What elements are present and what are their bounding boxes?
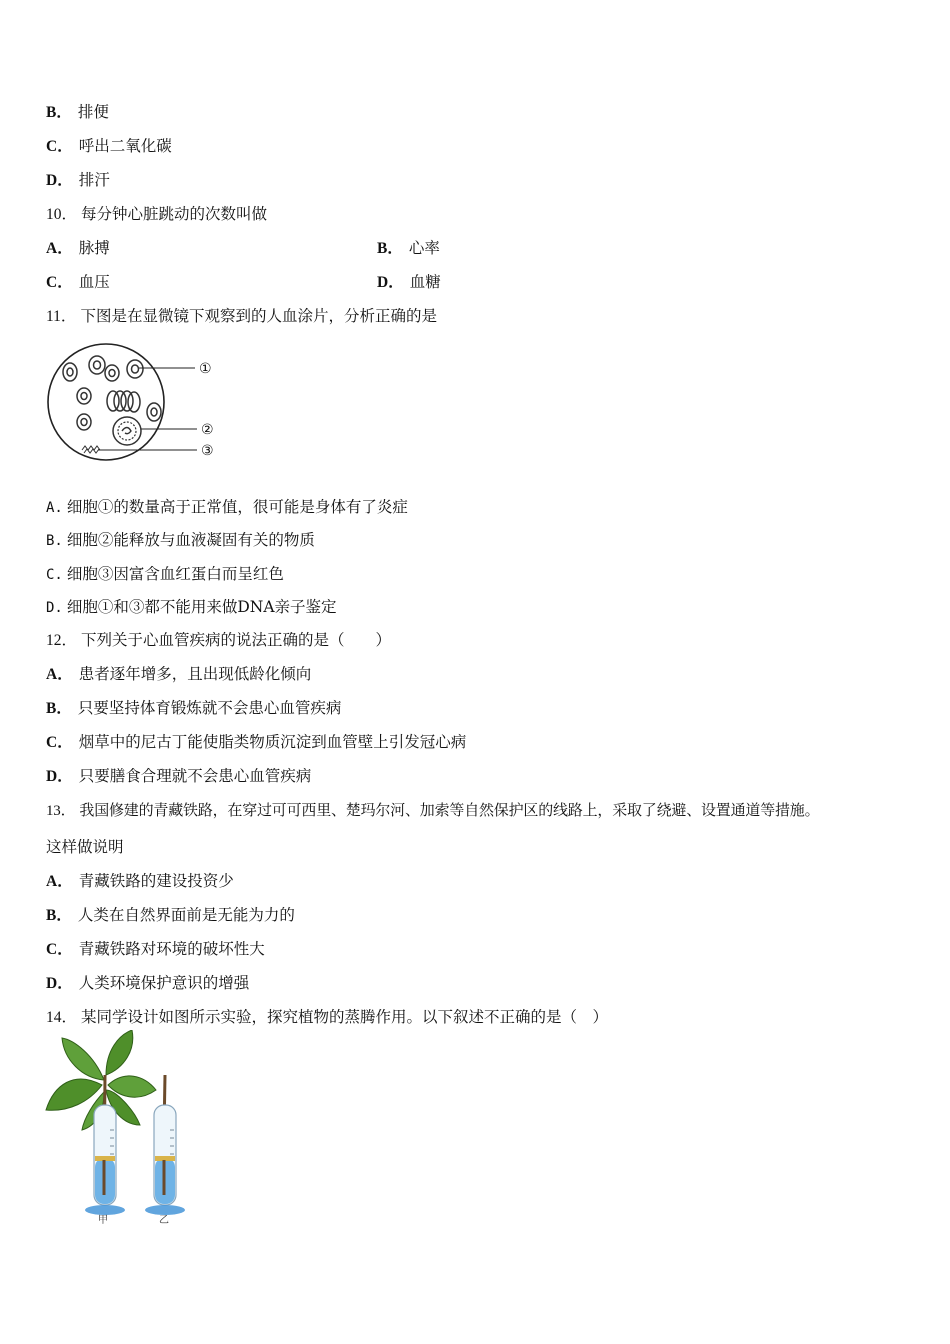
q12-option-d: D． 只要膳食合理就不会患心血管疾病 <box>46 767 312 785</box>
tube-jia <box>46 1030 156 1215</box>
q9-option-b: B． 排便 <box>46 103 109 121</box>
q12-stem: 12． 下列关于心血管疾病的说法正确的是（ ） <box>46 631 392 649</box>
figure-label-yi: 乙 <box>159 1215 169 1225</box>
q10-stem: 10． 每分钟心脏跳动的次数叫做 <box>46 205 268 223</box>
q13-option-c: C． 青藏铁路对环境的破坏性大 <box>46 940 265 958</box>
q12-option-c: C． 烟草中的尼古丁能使脂类物质沉淀到血管壁上引发冠心病 <box>46 733 467 751</box>
figure-label-jia: 甲 <box>98 1215 108 1225</box>
q13-option-d: D． 人类环境保护意识的增强 <box>46 974 250 992</box>
q9-option-d: D． 排汗 <box>46 171 110 189</box>
q11-option-a: A. 细胞①的数量高于正常值，很可能是身体有了炎症 <box>46 498 408 516</box>
q12-option-b: B． 只要坚持体育锻炼就不会患心血管疾病 <box>46 699 342 717</box>
q11-option-c: C. 细胞③因富含血红蛋白而呈红色 <box>46 565 284 583</box>
figure-label-1: ① <box>199 361 212 377</box>
q11-stem: 11． 下图是在显微镜下观察到的人血涂片，分析正确的是 <box>46 307 437 325</box>
q13-option-b: B． 人类在自然界面前是无能为力的 <box>46 906 295 924</box>
q11-option-d: D. 细胞①和③都不能用来做DNA亲子鉴定 <box>46 598 337 616</box>
q11-option-b: B. 细胞②能释放与血液凝固有关的物质 <box>46 531 315 549</box>
q14-stem: 14． 某同学设计如图所示实验，探究植物的蒸腾作用。以下叙述不正确的是（ ） <box>46 1008 609 1026</box>
q10-option-c: C． 血压 <box>46 273 110 291</box>
blood-smear-figure <box>46 338 226 468</box>
q10-option-b: B． 心率 <box>377 239 440 257</box>
q10-option-d: D． 血糖 <box>377 273 441 291</box>
q10-option-a: A． 脉搏 <box>46 239 110 257</box>
q13-option-a: A． 青藏铁路的建设投资少 <box>46 872 234 890</box>
q13-stem-line2: 这样做说明 <box>46 838 124 856</box>
q12-option-a: A． 患者逐年增多，且出现低龄化倾向 <box>46 665 312 683</box>
figure-label-2: ② <box>201 422 214 438</box>
tube-yi <box>145 1075 185 1215</box>
figure-label-3: ③ <box>201 443 214 459</box>
q13-stem-line1: 13． 我国修建的青藏铁路，在穿过可可西里、楚玛尔河、加索等自然保护区的线路上，采取了绕避、设置通道等措施。 <box>46 801 820 819</box>
transpiration-experiment-figure <box>44 1030 194 1225</box>
q9-option-c: C． 呼出二氧化碳 <box>46 137 172 155</box>
